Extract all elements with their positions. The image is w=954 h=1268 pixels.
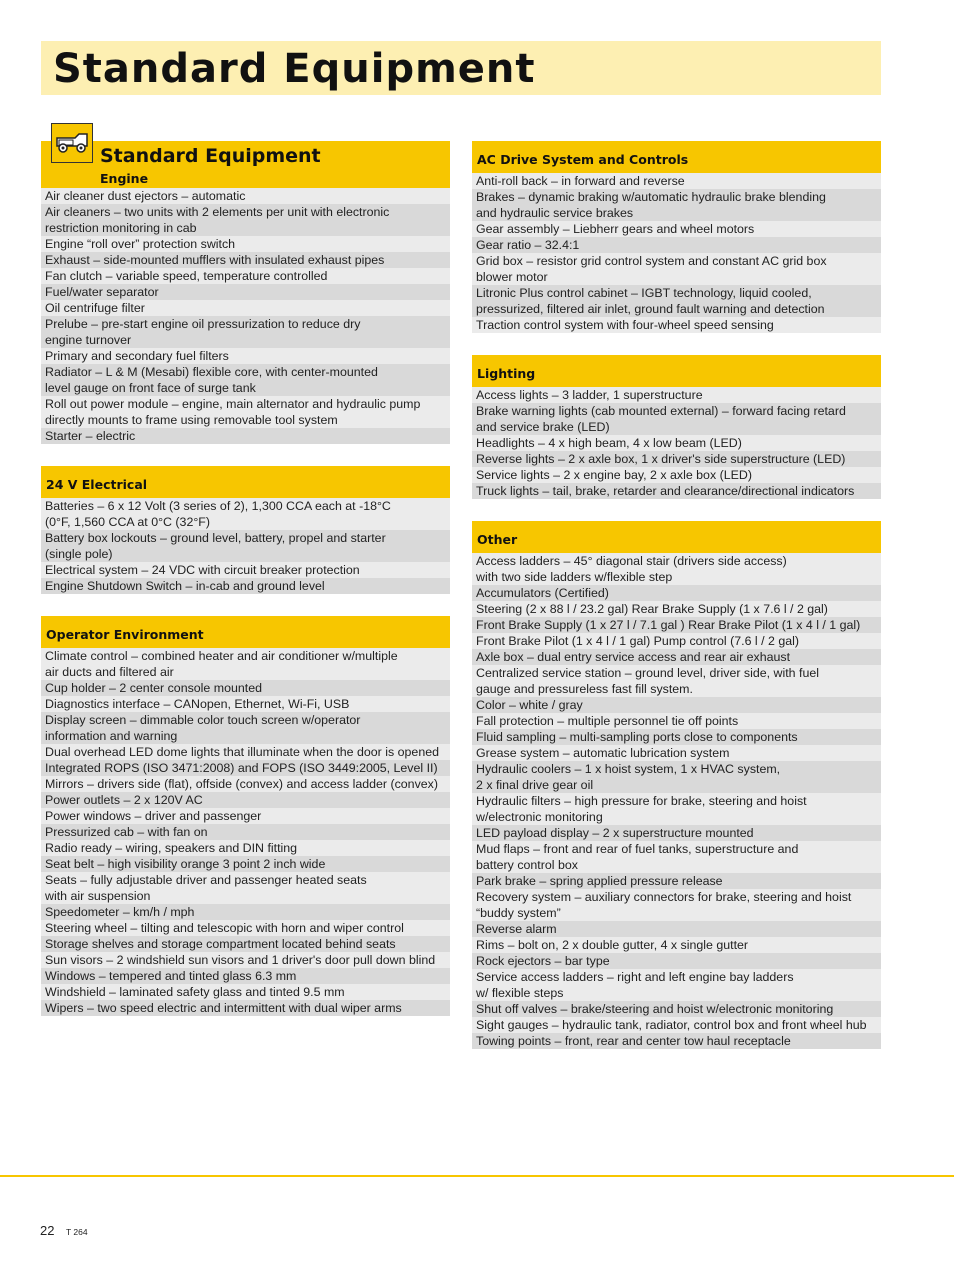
list-item: Radiator – L & M (Mesabi) flexible core, with center-mounted level gauge on front face of surge tank [41,364,450,396]
section-other [472,521,881,1049]
list-item: Grid box – resistor grid control system and constant AC grid box blower motor [472,253,881,285]
list-item: Front Brake Supply (1 x 27 l / 7.1 gal ) Rear Brake Pilot (1 x 4 l / 1 gal) [472,617,881,633]
list-item: Gear assembly – Liebherr gears and wheel motors [472,221,881,237]
list-item: Engine Shutdown Switch – in-cab and ground level [41,578,450,594]
list-item: Batteries – 6 x 12 Volt (3 series of 2), 1,300 CCA each at -18°C (0°F, 1,560 CCA at 0°C (32°F) [41,498,450,530]
list-engine [41,188,450,444]
list-item: Seats – fully adjustable driver and passenger heated seats with air suspension [41,872,450,904]
list-item: Access lights – 3 ladder, 1 superstructure [472,387,881,403]
section-header-operator [41,616,450,648]
section-lighting [472,355,881,499]
list-item: Dual overhead LED dome lights that illuminate when the door is opened [41,744,450,760]
left-column [41,123,450,1038]
list-item: Fan clutch – variable speed, temperature controlled [41,268,450,284]
list-lighting [472,387,881,499]
list-item: Rims – bolt on, 2 x double gutter, 4 x single gutter [472,937,881,953]
list-item: Oil centrifuge filter [41,300,450,316]
section-ac-drive [472,141,881,333]
list-item: Mud flaps – front and rear of fuel tanks, superstructure and battery control box [472,841,881,873]
list-item: Starter – electric [41,428,450,444]
list-item: Recovery system – auxiliary connectors for brake, steering and hoist “buddy system” [472,889,881,921]
list-item: Headlights – 4 x high beam, 4 x low beam (LED) [472,435,881,451]
list-item: Service access ladders – right and left engine bay ladders w/ flexible steps [472,969,881,1001]
page-number: 22 [40,1223,55,1238]
list-item: Fall protection – multiple personnel tie off points [472,713,881,729]
list-item: Steering (2 x 88 l / 23.2 gal) Rear Brake Supply (1 x 7.6 l / 2 gal) [472,601,881,617]
list-item: Hydraulic coolers – 1 x hoist system, 1 x HVAC system, 2 x final drive gear oil [472,761,881,793]
section-title-lighting: Lighting [477,366,536,381]
list-item: Electrical system – 24 VDC with circuit breaker protection [41,562,450,578]
section-header-electrical [41,466,450,498]
section-electrical [41,466,450,594]
title-band [41,41,881,95]
footer-rule [0,1175,954,1177]
right-column [472,141,881,1071]
list-item: Truck lights – tail, brake, retarder and clearance/directional indicators [472,483,881,499]
main-section-header [41,123,450,188]
list-item: Wipers – two speed electric and intermittent with dual wiper arms [41,1000,450,1016]
list-item: Engine “roll over” protection switch [41,236,450,252]
section-engine [41,123,450,444]
list-item: Diagnostics interface – CANopen, Ethernet, Wi-Fi, USB [41,696,450,712]
list-item: Exhaust – side-mounted mufflers with insulated exhaust pipes [41,252,450,268]
list-item: Speedometer – km/h / mph [41,904,450,920]
truck-icon [51,123,93,163]
list-item: Power outlets – 2 x 120V AC [41,792,450,808]
page-title: Standard Equipment [53,46,536,92]
list-item: Windshield – laminated safety glass and tinted 9.5 mm [41,984,450,1000]
list-item: Shut off valves – brake/steering and hoist w/electronic monitoring [472,1001,881,1017]
section-header-lighting [472,355,881,387]
list-operator [41,648,450,1016]
list-item: Reverse lights – 2 x axle box, 1 x driver's side superstructure (LED) [472,451,881,467]
list-item: Primary and secondary fuel filters [41,348,450,364]
list-item: LED payload display – 2 x superstructure mounted [472,825,881,841]
list-other [472,553,881,1049]
section-operator [41,616,450,1016]
list-item: Grease system – automatic lubrication system [472,745,881,761]
list-item: Battery box lockouts – ground level, battery, propel and starter (single pole) [41,530,450,562]
list-item: Centralized service station – ground level, driver side, with fuel gauge and pressureless fast fill system. [472,665,881,697]
list-item: Fuel/water separator [41,284,450,300]
list-item: Reverse alarm [472,921,881,937]
section-header-ac-drive [472,141,881,173]
list-item: Prelube – pre-start engine oil pressurization to reduce dry engine turnover [41,316,450,348]
main-section-title: Standard Equipment [100,145,321,167]
list-item: Sun visors – 2 windshield sun visors and 1 driver's door pull down blind [41,952,450,968]
list-item: Hydraulic filters – high pressure for brake, steering and hoist w/electronic monitoring [472,793,881,825]
list-item: Traction control system with four-wheel speed sensing [472,317,881,333]
model-label: T 264 [66,1227,88,1237]
list-item: Storage shelves and storage compartment located behind seats [41,936,450,952]
list-item: Pressurized cab – with fan on [41,824,450,840]
list-item: Air cleaner dust ejectors – automatic [41,188,450,204]
list-item: Air cleaners – two units with 2 elements per unit with electronic restriction monitoring in cab [41,204,450,236]
list-electrical [41,498,450,594]
list-item: Front Brake Pilot (1 x 4 l / 1 gal) Pump control (7.6 l / 2 gal) [472,633,881,649]
list-item: Brake warning lights (cab mounted external) – forward facing retard and service brake (LED) [472,403,881,435]
list-item: Climate control – combined heater and air conditioner w/multiple air ducts and filtered air [41,648,450,680]
section-title-electrical: 24 V Electrical [46,477,148,492]
list-item: Towing points – front, rear and center tow haul receptacle [472,1033,881,1049]
list-item: Display screen – dimmable color touch screen w/operator information and warning [41,712,450,744]
section-title-ac-drive: AC Drive System and Controls [477,152,689,167]
list-item: Gear ratio – 32.4:1 [472,237,881,253]
list-item: Park brake – spring applied pressure release [472,873,881,889]
list-item: Seat belt – high visibility orange 3 point 2 inch wide [41,856,450,872]
list-item: Roll out power module – engine, main alternator and hydraulic pump directly mounts to frame using removable tool system [41,396,450,428]
list-item: Anti-roll back – in forward and reverse [472,173,881,189]
list-item: Integrated ROPS (ISO 3471:2008) and FOPS (ISO 3449:2005, Level II) [41,760,450,776]
list-item: Rock ejectors – bar type [472,953,881,969]
list-item: Access ladders – 45° diagonal stair (drivers side access) with two side ladders w/flexible step [472,553,881,585]
list-item: Windows – tempered and tinted glass 6.3 mm [41,968,450,984]
list-item: Radio ready – wiring, speakers and DIN fitting [41,840,450,856]
list-item: Steering wheel – tilting and telescopic with horn and wiper control [41,920,450,936]
list-item: Sight gauges – hydraulic tank, radiator, control box and front wheel hub [472,1017,881,1033]
list-item: Axle box – dual entry service access and rear air exhaust [472,649,881,665]
list-item: Accumulators (Certified) [472,585,881,601]
section-title-engine: Engine [100,171,149,186]
list-item: Service lights – 2 x engine bay, 2 x axle box (LED) [472,467,881,483]
list-ac-drive [472,173,881,333]
section-title-operator: Operator Environment [46,627,204,642]
list-item: Litronic Plus control cabinet – IGBT technology, liquid cooled, pressurized, filtered air inlet, ground fault warning and detection [472,285,881,317]
list-item: Mirrors – drivers side (flat), offside (convex) and access ladder (convex) [41,776,450,792]
list-item: Cup holder – 2 center console mounted [41,680,450,696]
list-item: Color – white / gray [472,697,881,713]
section-title-other: Other [477,532,518,547]
section-header-other [472,521,881,553]
list-item: Fluid sampling – multi-sampling ports close to components [472,729,881,745]
list-item: Brakes – dynamic braking w/automatic hydraulic brake blending and hydraulic service brakes [472,189,881,221]
list-item: Power windows – driver and passenger [41,808,450,824]
